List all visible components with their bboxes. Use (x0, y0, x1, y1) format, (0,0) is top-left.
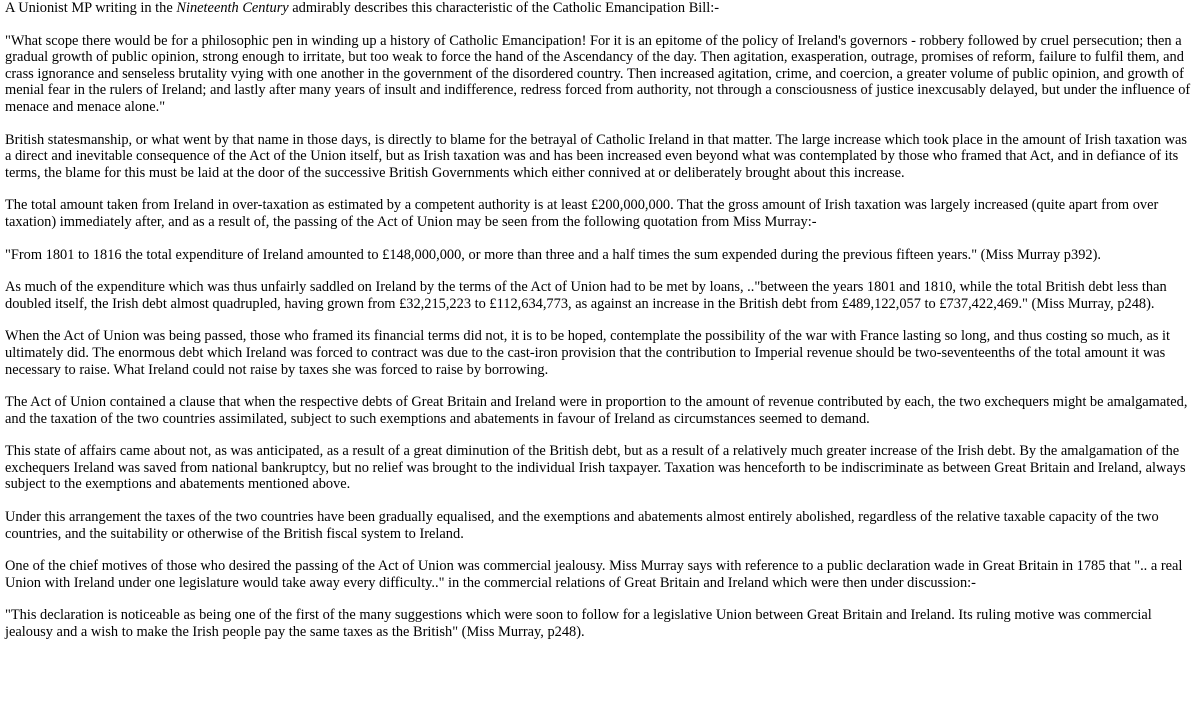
paragraph-exchequer-clause: The Act of Union contained a clause that when the respective debts of Great Britain and Ireland were in proportion to the amount of revenue contributed by each, the two exchequers might be amalgamated, and the taxation of the two countries assimilated, subject to such exemptions and abatements in favour of Ireland as circumstances seemed to demand. (5, 394, 1188, 427)
paragraph-british-statesmanship: British statesmanship, or what went by that name in those days, is directly to blame for the betrayal of Catholic Ireland in that matter. The large increase which took place in the amount of Irish taxation was a direct and inevitable consequence of the Act of the Union itself, but as Irish taxation was and has been increased even beyond what was contemplated by those who framed that Act, and in defiance of its terms, the blame for this must be laid at the door of the successive British Governments which either connived at or deliberately brought about this increase. (5, 131, 1187, 181)
publication-title: Nineteenth Century (176, 0, 289, 16)
intro-paragraph (5, 0, 1194, 17)
intro-text-before: A Unionist MP writing in the (5, 0, 177, 16)
paragraph-equalised-taxes: Under this arrangement the taxes of the two countries have been gradually equalised, and the exemptions and abatements almost entirely abolished, regardless of the relative taxable capacity of the two countries, and the suitability or otherwise of the British fiscal system to Ireland. (5, 509, 1159, 542)
paragraph-emancipation-quote: "What scope there would be for a philosophic pen in winding up a history of Catholic Emancipation! For it is an epitome of the policy of Ireland's governors - robbery followed by cruel persecution; then a gradual growth of public opinion, strong enough to irritate, but too weak to force the hand of the Ascendancy of the day. Then agitation, exasperation, outrage, promises of reform, failure to fulfil them, and crass ignorance and senseless brutality vying with one another in the government of the disordered country. Then increased agitation, crime, and coercion, a greater volume of public opinion, and growth of menial fear in the rulers of Ireland; and lastly after many years of insult and indifference, redress forced from authority, not through a consciousness of justice inexcusably delayed, but under the influence of menace and menace alone." (5, 32, 1191, 115)
paragraph-amalgamation: This state of affairs came about not, as was anticipated, as a result of a great diminution of the British debt, but as a result of a relatively much greater increase of the Irish debt. By the amalgamation of the exchequers Ireland was saved from national bankruptcy, but no relief was brought to the individual Irish taxpayer. Taxation was henceforth to be indiscriminate as between Great Britain and Ireland, always subject to the exemptions and abatements mentioned above. (5, 443, 1186, 493)
paragraph-declaration-quote: "This declaration is noticeable as being one of the first of the many suggestions which were soon to follow for a legislative Union between Great Britain and Ireland. Its ruling motive was commercial jealousy and a wish to make the Irish people pay the same taxes as the British" (Miss Murray, p248). (5, 607, 1152, 641)
paragraph-commercial-jealousy: One of the chief motives of those who desired the passing of the Act of Union was commercial jealousy. Miss Murray says with reference to a public declaration wade in Great Britain in 1785 that ".. a real Union with Ireland under one legislature would take away every difficulty.." in the commercial relations of Great Britain and Ireland which were then under discussion:- (5, 558, 1183, 591)
paragraph-over-taxation: The total amount taken from Ireland in over-taxation as estimated by a competent authority is at least £200,000,000. That the gross amount of Irish taxation was largely increased (quite apart from over taxation) immediately after, and as a result of, the passing of the Act of Union may be seen from the following quotation from Miss Murray:- (5, 197, 1159, 230)
paragraph-expenditure-quote: "From 1801 to 1816 the total expenditure of Ireland amounted to £148,000,000, or more than three and a half times the sum expended during the previous fifteen years." (Miss Murray p392). (5, 246, 1101, 263)
intro-text-after: admirably describes this characteristic of the Catholic Emancipation Bill:- (288, 0, 720, 16)
paragraph-loans-debt: As much of the expenditure which was thus unfairly saddled on Ireland by the terms of the Act of Union had to be met by loans, .."between the years 1801 and 1810, while the total British debt less than doubled itself, the Irish debt almost quadrupled, having grown from £32,215,223 to £112,634,773, as against an increase in the British debt from £489,122,057 to £737,422,469." (Miss Murray, p248). (5, 279, 1167, 312)
paragraph-war-with-france: When the Act of Union was being passed, those who framed its financial terms did not, it is to be hoped, contemplate the possibility of the war with France lasting so long, and thus costing so much, as it ultimately did. The enormous debt which Ireland was forced to contract was due to the cast-iron provision that the contribution to Imperial revenue should be two-seventeenths of the total amount it was necessary to raise. What Ireland could not raise by taxes she was forced to raise by borrowing. (5, 328, 1171, 378)
